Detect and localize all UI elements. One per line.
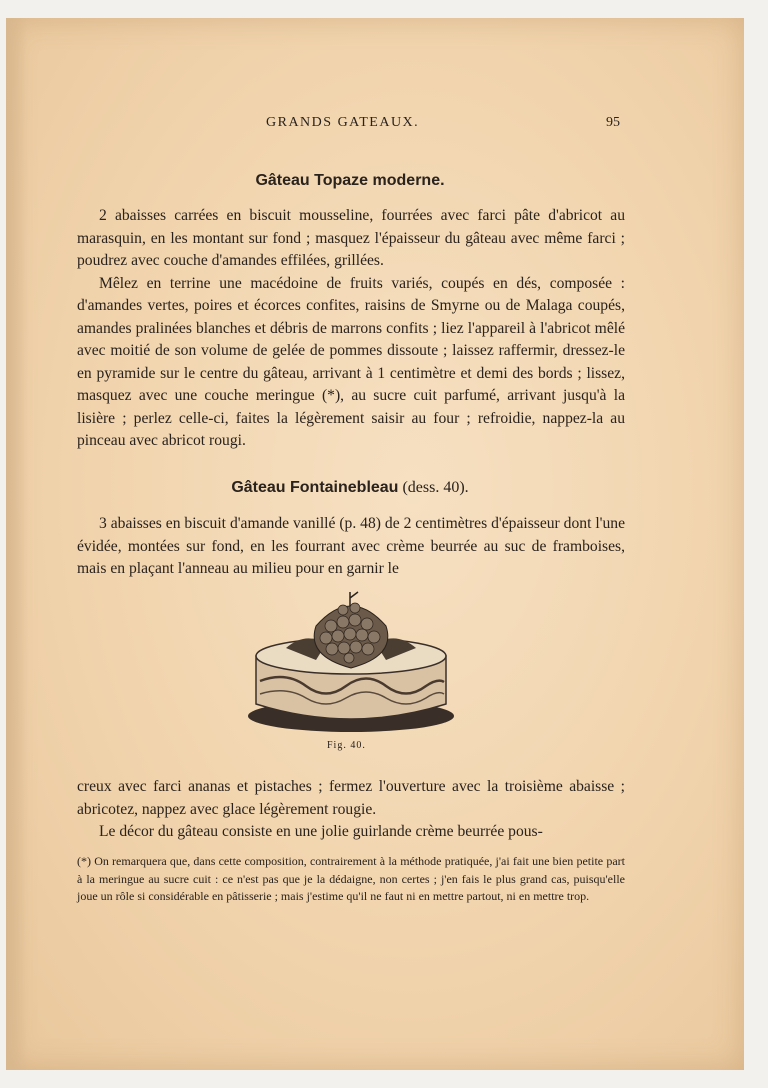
recipe-title-suffix: (dess. 40). — [398, 479, 469, 496]
page-number: 95 — [606, 115, 620, 130]
paragraph: 3 abaisses en biscuit d'amande vanillé (p. 48) de 2 centimètres d'épaisseur dont l'une évidée, montées sur fond, en les fourrant avec crème beurrée au suc de framboises, mais en plaçant l'anneau au milieu pour en garnir le — [77, 515, 625, 577]
recipe-title-text: Gâteau Fontainebleau — [231, 479, 399, 496]
cake-illustration — [246, 586, 456, 736]
paragraph: Mêlez en terrine une macédoine de fruits variés, coupés en dés, composée : d'amandes vertes, poires et écorces confites, raisins de Smyrne ou de Malaga coupés, amandes pralinées blanches et débris de marrons confits ; liez l'appareil à l'abricot mêlé avec moitié de son volume de gelée de pommes dissoute ; laissez raffermir, dressez-le en pyramide sur le centre du gâteau, arrivant à 1 centimètre et demi des bords ; lissez, masquez avec une couche meringue (*), au sucre cuit parfumé, arrivant jusqu'à la lisière ; perlez celle-ci, faites la légèrement saisir au four ; refroidie, nappez-la au pinceau avec abricot rougi. — [77, 274, 625, 449]
page-header — [0, 115, 768, 135]
paragraph: Le décor du gâteau consiste en une jolie guirlande crème beurrée pous- — [99, 823, 543, 840]
recipe-body-fontainebleau-part1 — [77, 513, 625, 581]
running-head: GRANDS GATEAUX. — [266, 115, 420, 130]
recipe-body-fontainebleau-part2 — [77, 776, 625, 844]
recipe-title-topaze: Gâteau Topaze moderne. — [255, 172, 445, 189]
footnote-text: (*) On remarquera que, dans cette composition, contrairement à la méthode pratiquée, j'ai fait une bien petite part à la meringue au sucre cuit : ce n'est pas que je la dédaigne, non certes ; j'en fais le plus grand cas, puisqu'elle joue un rôle si considérable en pâtisserie ; mais j'estime qu'il ne faut ni en mettre partout, ni en mettre trop. — [77, 854, 625, 903]
recipe-body-topaze — [77, 205, 625, 453]
footnote — [77, 853, 625, 906]
recipe-title-fontainebleau — [0, 479, 700, 497]
figure-caption: Fig. 40. — [327, 740, 366, 751]
paragraph: 2 abaisses carrées en biscuit mousseline, fourrées avec farci pâte d'abricot au marasquin, en les montant sur fond ; masquez l'épaisseur du gâteau avec même farci ; poudrez avec couche d'amandes effilées, grillées. — [77, 207, 625, 269]
paragraph: creux avec farci ananas et pistaches ; fermez l'ouverture avec la troisième abaisse ; abricotez, nappez avec glace légèrement rougie. — [77, 778, 625, 818]
